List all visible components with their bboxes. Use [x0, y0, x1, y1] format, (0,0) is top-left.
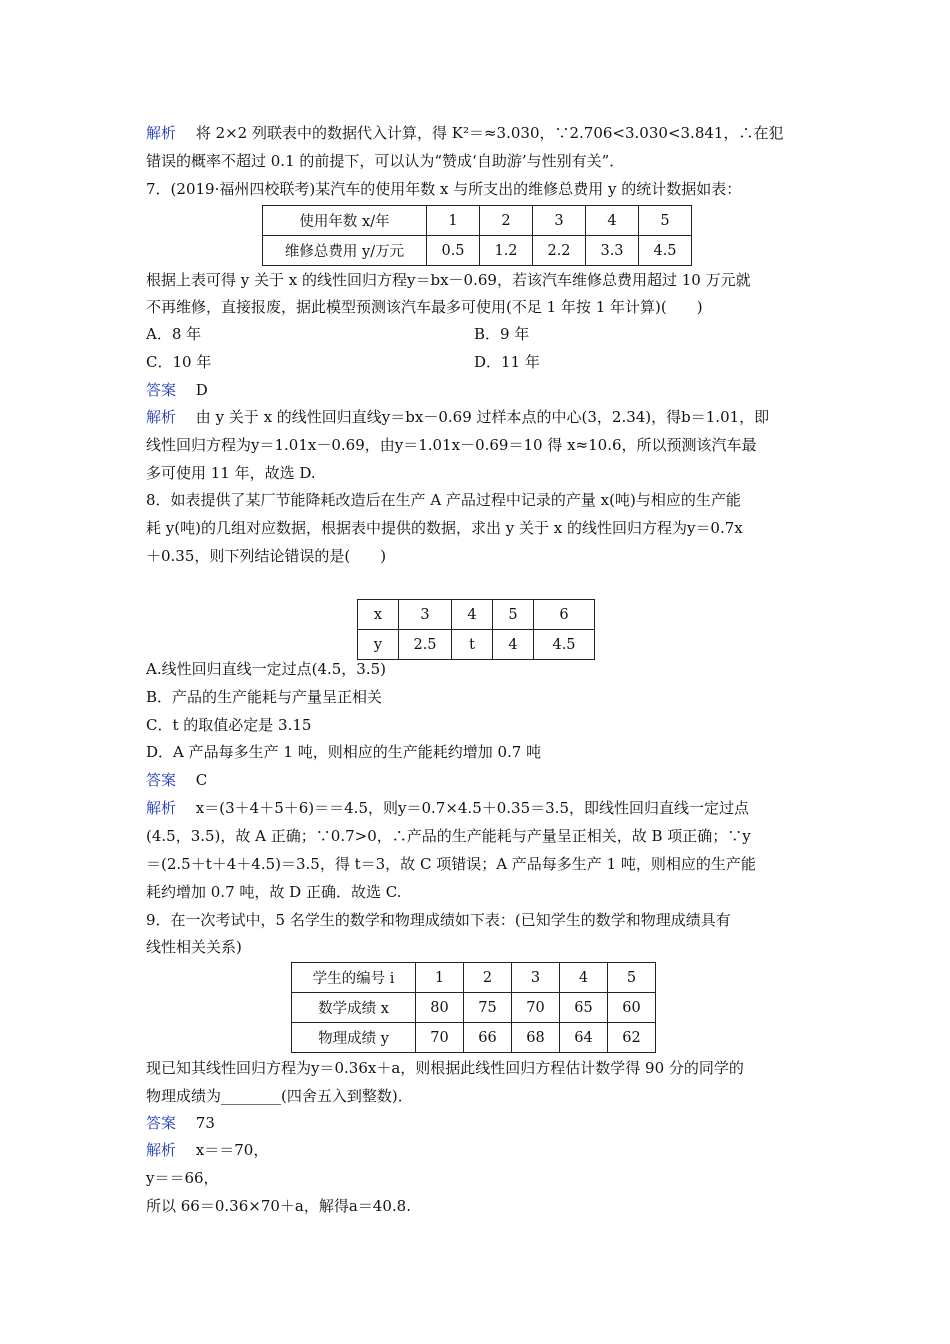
table-header-cell: 使用年数 x/年	[263, 206, 427, 236]
q8-answer	[146, 770, 207, 790]
q9-table	[291, 962, 656, 1053]
answer-value: D	[195, 381, 208, 399]
table-cell: 1	[427, 206, 480, 236]
q9-analysis-line-3: 所以 66＝0.36×70＋a，解得a＝40.8.	[146, 1197, 411, 1215]
table-cell: 4	[560, 963, 608, 993]
table-cell: 75	[464, 993, 512, 1023]
table-cell: 2	[480, 206, 533, 236]
table-row	[263, 206, 692, 236]
table-cell: 70	[416, 1023, 464, 1053]
table-cell: 0.5	[427, 236, 480, 266]
q7-option-b: B．9 年	[474, 325, 530, 343]
analysis-text: x＝＝70，	[195, 1141, 269, 1159]
q8-analysis-line-2: (4.5，3.5)，故 A 正确；∵0.7>0，∴产品的生产能耗与产量呈正相关，故 B 项正确；∵y	[146, 827, 751, 845]
q8-analysis-line-4: 耗约增加 0.7 吨，故 D 正确．故选 C.	[146, 883, 402, 901]
q7-stem: 7．(2019·福州四校联考)某汽车的使用年数 x 与所支出的维修总费用 y 的统计数据如表：	[146, 180, 742, 198]
q7-table	[262, 205, 692, 266]
table-cell: 4	[586, 206, 639, 236]
table-cell: 1	[416, 963, 464, 993]
table-cell: 3	[533, 206, 586, 236]
table-cell: 4	[493, 630, 534, 660]
table-cell: 6	[534, 600, 595, 630]
table-header-cell: y	[358, 630, 399, 660]
table-cell: 4.5	[639, 236, 692, 266]
analysis-label: 解析	[146, 408, 177, 426]
q7-option-c: C．10 年	[146, 353, 212, 371]
analysis-label: 解析	[146, 124, 177, 142]
q7-option-d: D．11 年	[474, 353, 540, 371]
q8-analysis-line-1	[146, 798, 749, 818]
table-cell: 2	[464, 963, 512, 993]
table-cell: 5	[608, 963, 656, 993]
q7-analysis-line-3: 多可使用 11 年，故选 D.	[146, 464, 316, 482]
table-cell: 2.5	[399, 630, 452, 660]
q8-option-b: B．产品的生产能耗与产量呈正相关	[146, 688, 383, 706]
table-header-cell: 物理成绩 y	[292, 1023, 416, 1053]
table-header-cell: x	[358, 600, 399, 630]
analysis-text: x＝(3＋4＋5＋6)＝＝4.5，则y＝0.7×4.5＋0.35＝3.5，即线性回归直线一定过点	[195, 799, 749, 817]
q7-option-a: A．8 年	[146, 325, 202, 343]
q6-analysis-line-2: 错误的概率不超过 0.1 的前提下，可以认为“赞成‘自助游’与性别有关”．	[146, 152, 625, 170]
q8-stem-2: 耗 y(吨)的几组对应数据，根据表中提供的数据，求出 y 关于 x 的线性回归方程为y＝0.7x	[146, 519, 743, 537]
table-cell: 1.2	[480, 236, 533, 266]
q9-analysis-line-1	[146, 1140, 268, 1160]
analysis-text: 由 y 关于 x 的线性回归直线y＝bx－0.69 过样本点的中心(3，2.34)，得b＝1.01，即	[195, 408, 770, 426]
q7-analysis-line-1	[146, 407, 769, 427]
q7-answer	[146, 380, 208, 400]
answer-value: 73	[195, 1114, 215, 1132]
analysis-label: 解析	[146, 1141, 177, 1159]
q7-analysis-line-2: 线性回归方程为y＝1.01x－0.69，由y＝1.01x－0.69＝10 得 x≈10.6，所以预测该汽车最	[146, 436, 757, 454]
q9-stem-2: 线性相关关系)	[146, 938, 242, 956]
q7-text-1: 根据上表可得 y 关于 x 的线性回归方程y＝bx－0.69，若该汽车维修总费用超过 10 万元就	[146, 271, 751, 289]
q7-text-2: 不再维修，直接报废，据此模型预测该汽车最多可使用(不足 1 年按 1 年计算)( )	[146, 298, 703, 316]
table-row	[358, 630, 595, 660]
table-cell: 3	[399, 600, 452, 630]
table-cell: 4.5	[534, 630, 595, 660]
q8-option-d: D．A 产品每多生产 1 吨，则相应的生产能耗约增加 0.7 吨	[146, 743, 542, 761]
table-cell: 80	[416, 993, 464, 1023]
q9-analysis-line-2: y＝＝66，	[146, 1169, 219, 1187]
table-cell: 3	[512, 963, 560, 993]
q8-table	[357, 599, 595, 660]
table-cell: 3.3	[586, 236, 639, 266]
table-cell: 64	[560, 1023, 608, 1053]
q9-text-1: 现已知其线性回归方程为y＝0.36x＋a，则根据此线性回归方程估计数学得 90 分的同学的	[146, 1059, 744, 1077]
table-row	[292, 963, 656, 993]
q6-analysis-line-1	[146, 123, 783, 143]
table-row	[358, 600, 595, 630]
table-cell: 65	[560, 993, 608, 1023]
table-row	[292, 1023, 656, 1053]
table-cell: 5	[639, 206, 692, 236]
q9-text-2: 物理成绩为________(四舍五入到整数)．	[146, 1087, 413, 1105]
table-cell: 5	[493, 600, 534, 630]
table-cell: 60	[608, 993, 656, 1023]
q8-analysis-line-3: ＝(2.5＋t＋4＋4.5)＝3.5，得 t＝3，故 C 项错误；A 产品每多生产 1 吨，则相应的生产能	[146, 855, 756, 873]
table-cell: 62	[608, 1023, 656, 1053]
answer-label: 答案	[146, 1114, 177, 1132]
q8-stem-1: 8．如表提供了某厂节能降耗改造后在生产 A 产品过程中记录的产量 x(吨)与相应的生产能	[146, 491, 741, 509]
table-row	[263, 236, 692, 266]
table-cell: t	[452, 630, 493, 660]
q6-analysis-text: 将 2×2 列联表中的数据代入计算，得 K²＝≈3.030，∵2.706<3.030<3.841，∴在犯	[195, 124, 784, 142]
table-header-cell: 数学成绩 x	[292, 993, 416, 1023]
table-cell: 2.2	[533, 236, 586, 266]
q8-option-a: A.线性回归直线一定过点(4.5，3.5)	[146, 660, 387, 678]
table-cell: 66	[464, 1023, 512, 1053]
table-cell: 68	[512, 1023, 560, 1053]
analysis-label: 解析	[146, 799, 177, 817]
table-row	[292, 993, 656, 1023]
answer-value: C	[195, 771, 208, 789]
table-header-cell: 学生的编号 i	[292, 963, 416, 993]
table-header-cell: 维修总费用 y/万元	[263, 236, 427, 266]
q8-option-c: C．t 的取值必定是 3.15	[146, 716, 312, 734]
table-cell: 4	[452, 600, 493, 630]
answer-label: 答案	[146, 381, 177, 399]
answer-label: 答案	[146, 771, 177, 789]
q9-stem-1: 9．在一次考试中，5 名学生的数学和物理成绩如下表：(已知学生的数学和物理成绩具有	[146, 911, 731, 929]
q9-answer	[146, 1113, 215, 1133]
q8-stem-3: ＋0.35，则下列结论错误的是( )	[146, 547, 387, 565]
table-cell: 70	[512, 993, 560, 1023]
